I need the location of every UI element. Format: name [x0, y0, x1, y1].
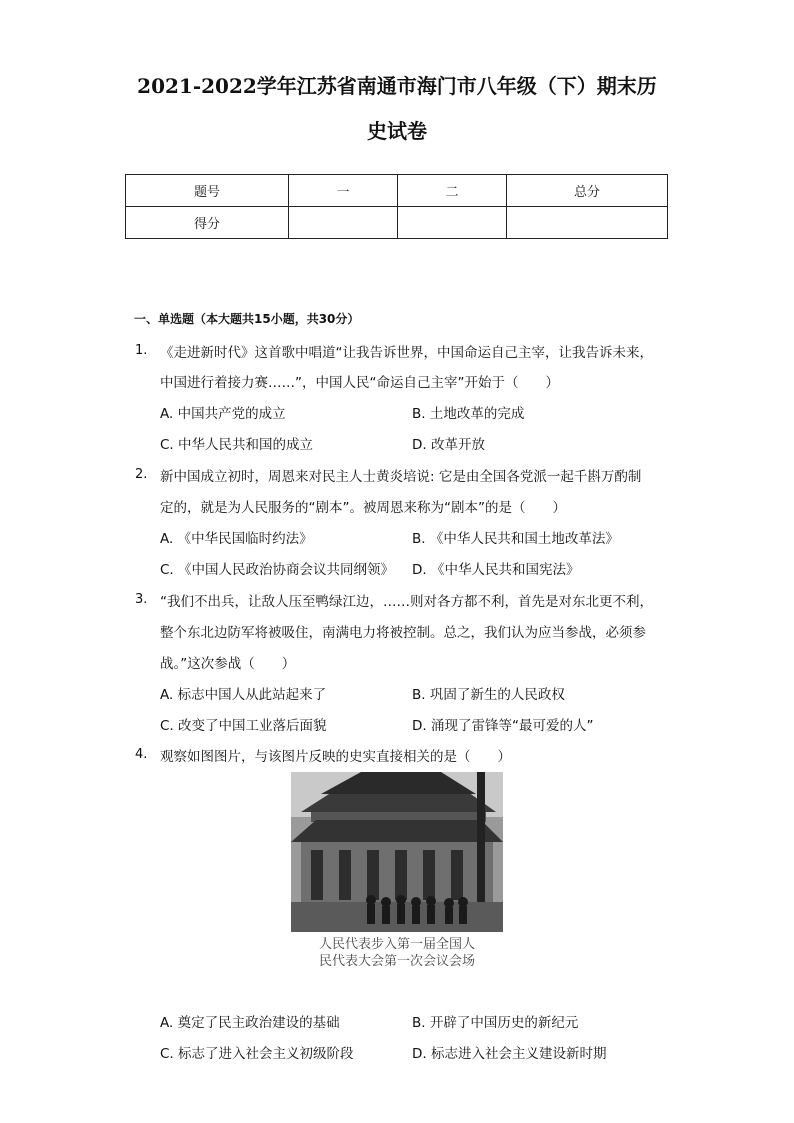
question-number: 2. — [135, 467, 148, 482]
table-cell — [507, 207, 668, 239]
question-text: 战。”这次参战（ ） — [160, 656, 296, 672]
page-title-line-2: 史试卷 — [367, 119, 427, 143]
table-cell: 题号 — [126, 175, 289, 207]
question-text: 整个东北边防军将被吸住，南满电力将被控制。总之，我们认为应当参战，必须参 — [160, 625, 646, 641]
option-c: C. 《中国人民政治协商会议共同纲领》 — [160, 562, 395, 578]
score-table — [125, 174, 668, 239]
option-b: B. 巩固了新生的人民政权 — [412, 687, 565, 703]
table-cell — [398, 207, 507, 239]
option-b: B. 土地改革的完成 — [412, 406, 525, 422]
photo-caption-line-2: 民代表大会第一次会议会场 — [318, 954, 475, 969]
photo-caption — [291, 936, 503, 970]
option-d: D. 《中华人民共和国宪法》 — [412, 562, 580, 578]
option-c: C. 改变了中国工业落后面貌 — [160, 718, 327, 734]
question-text: 观察如图图片，与该图片反映的史实直接相关的是（ ） — [160, 749, 511, 765]
table-cell: 总分 — [507, 175, 668, 207]
table-cell: 二 — [398, 175, 507, 207]
question-text: 《走进新时代》这首歌中唱道“让我告诉世界，中国命运自己主宰，让我告诉未来， — [160, 345, 653, 361]
building-photo-image — [291, 772, 503, 932]
table-cell: 得分 — [126, 207, 289, 239]
question-text: 中国进行着接力赛……”，中国人民“命运自己主宰”开始于（ ） — [160, 375, 559, 391]
option-a: A. 标志中国人从此站起来了 — [160, 687, 327, 703]
table-cell: 一 — [289, 175, 398, 207]
option-d: D. 标志进入社会主义建设新时期 — [412, 1046, 607, 1062]
option-b: B. 《中华人民共和国土地改革法》 — [412, 531, 619, 547]
option-a: A. 奠定了民主政治建设的基础 — [160, 1015, 340, 1031]
page-title-line-1: 2021-2022学年江苏省南通市海门市八年级（下）期末历 — [137, 74, 657, 98]
question-text: 定的，就是为人民服务的“剧本”。被周恩来称为“剧本”的是（ ） — [160, 500, 566, 516]
option-a: A. 中国共产党的成立 — [160, 406, 286, 422]
option-d: D. 涌现了雷锋等“最可爱的人” — [412, 718, 594, 734]
question-number: 3. — [135, 592, 148, 607]
table-row — [126, 175, 668, 207]
question-text: 新中国成立初时，周恩来对民主人士黄炎培说: 它是由全国各党派一起千斟万酌制 — [160, 469, 642, 485]
question-text: “我们不出兵，让敌人压至鸭绿江边，……则对各方都不利，首先是对东北更不利， — [160, 594, 653, 610]
question-number: 1. — [135, 343, 148, 358]
section-heading: 一、单选题（本大题共15小题，共30分） — [134, 312, 360, 326]
question-number: 4. — [135, 747, 148, 762]
option-a: A. 《中华民国临时约法》 — [160, 531, 313, 547]
table-cell — [289, 207, 398, 239]
photo-caption-line-1: 人民代表步入第一届全国人 — [318, 937, 475, 952]
table-row — [126, 207, 668, 239]
option-b: B. 开辟了中国历史的新纪元 — [412, 1015, 579, 1031]
option-c: C. 标志了进入社会主义初级阶段 — [160, 1046, 354, 1062]
option-d: D. 改革开放 — [412, 437, 485, 453]
option-c: C. 中华人民共和国的成立 — [160, 437, 314, 453]
